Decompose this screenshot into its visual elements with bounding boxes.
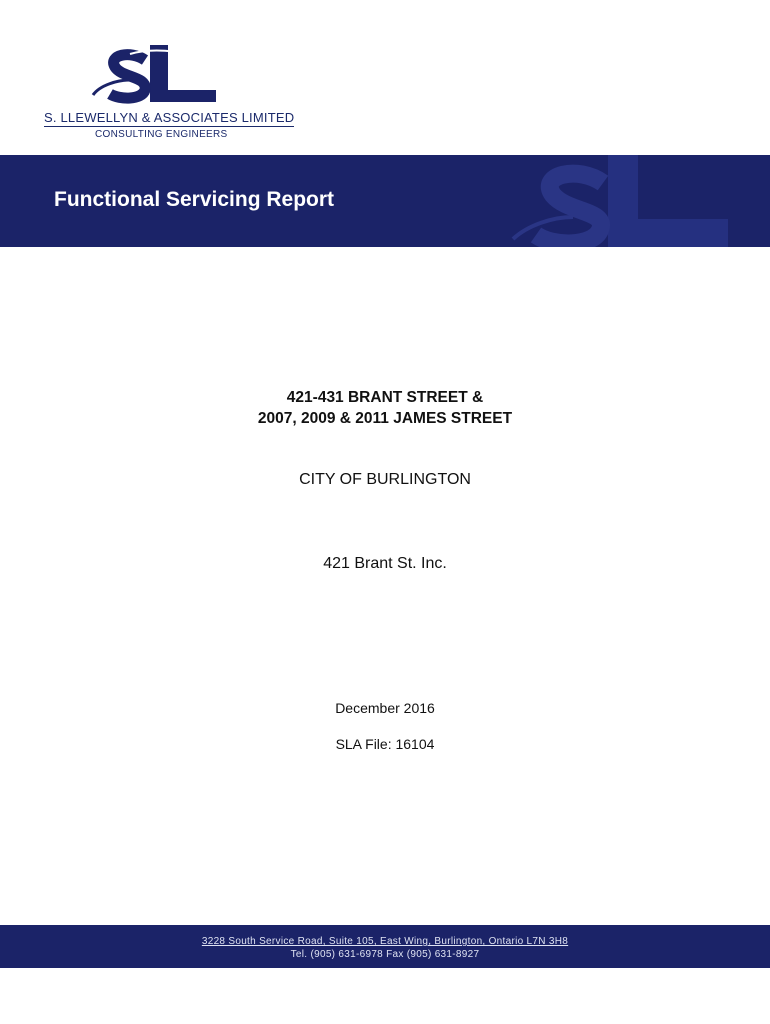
project-address bbox=[0, 387, 770, 429]
footer-address: 3228 South Service Road, Suite 105, East Wing, Burlington, Ontario L7N 3H8 bbox=[201, 936, 569, 947]
sl-watermark-mark bbox=[508, 155, 748, 247]
company-logo bbox=[40, 40, 295, 145]
company-subtitle: CONSULTING ENGINEERS bbox=[95, 129, 228, 140]
title-banner bbox=[0, 155, 770, 247]
footer-bar bbox=[0, 925, 770, 968]
client-name: 421 Brant St. Inc. bbox=[323, 555, 447, 572]
company-name: S. LLEWELLYN & ASSOCIATES LIMITED bbox=[44, 110, 295, 125]
city-name: CITY OF BURLINGTON bbox=[299, 471, 471, 488]
report-title: Functional Servicing Report bbox=[54, 188, 335, 211]
project-address-line2: 2007, 2009 & 2011 JAMES STREET bbox=[257, 410, 513, 427]
project-address-line1: 421-431 BRANT STREET & bbox=[286, 389, 484, 406]
footer-phone: Tel. (905) 631-6978 Fax (905) 631-8927 bbox=[290, 949, 480, 960]
report-date: December 2016 bbox=[335, 700, 435, 716]
file-number: SLA File: 16104 bbox=[335, 736, 435, 752]
sl-logo-mark bbox=[90, 40, 220, 108]
